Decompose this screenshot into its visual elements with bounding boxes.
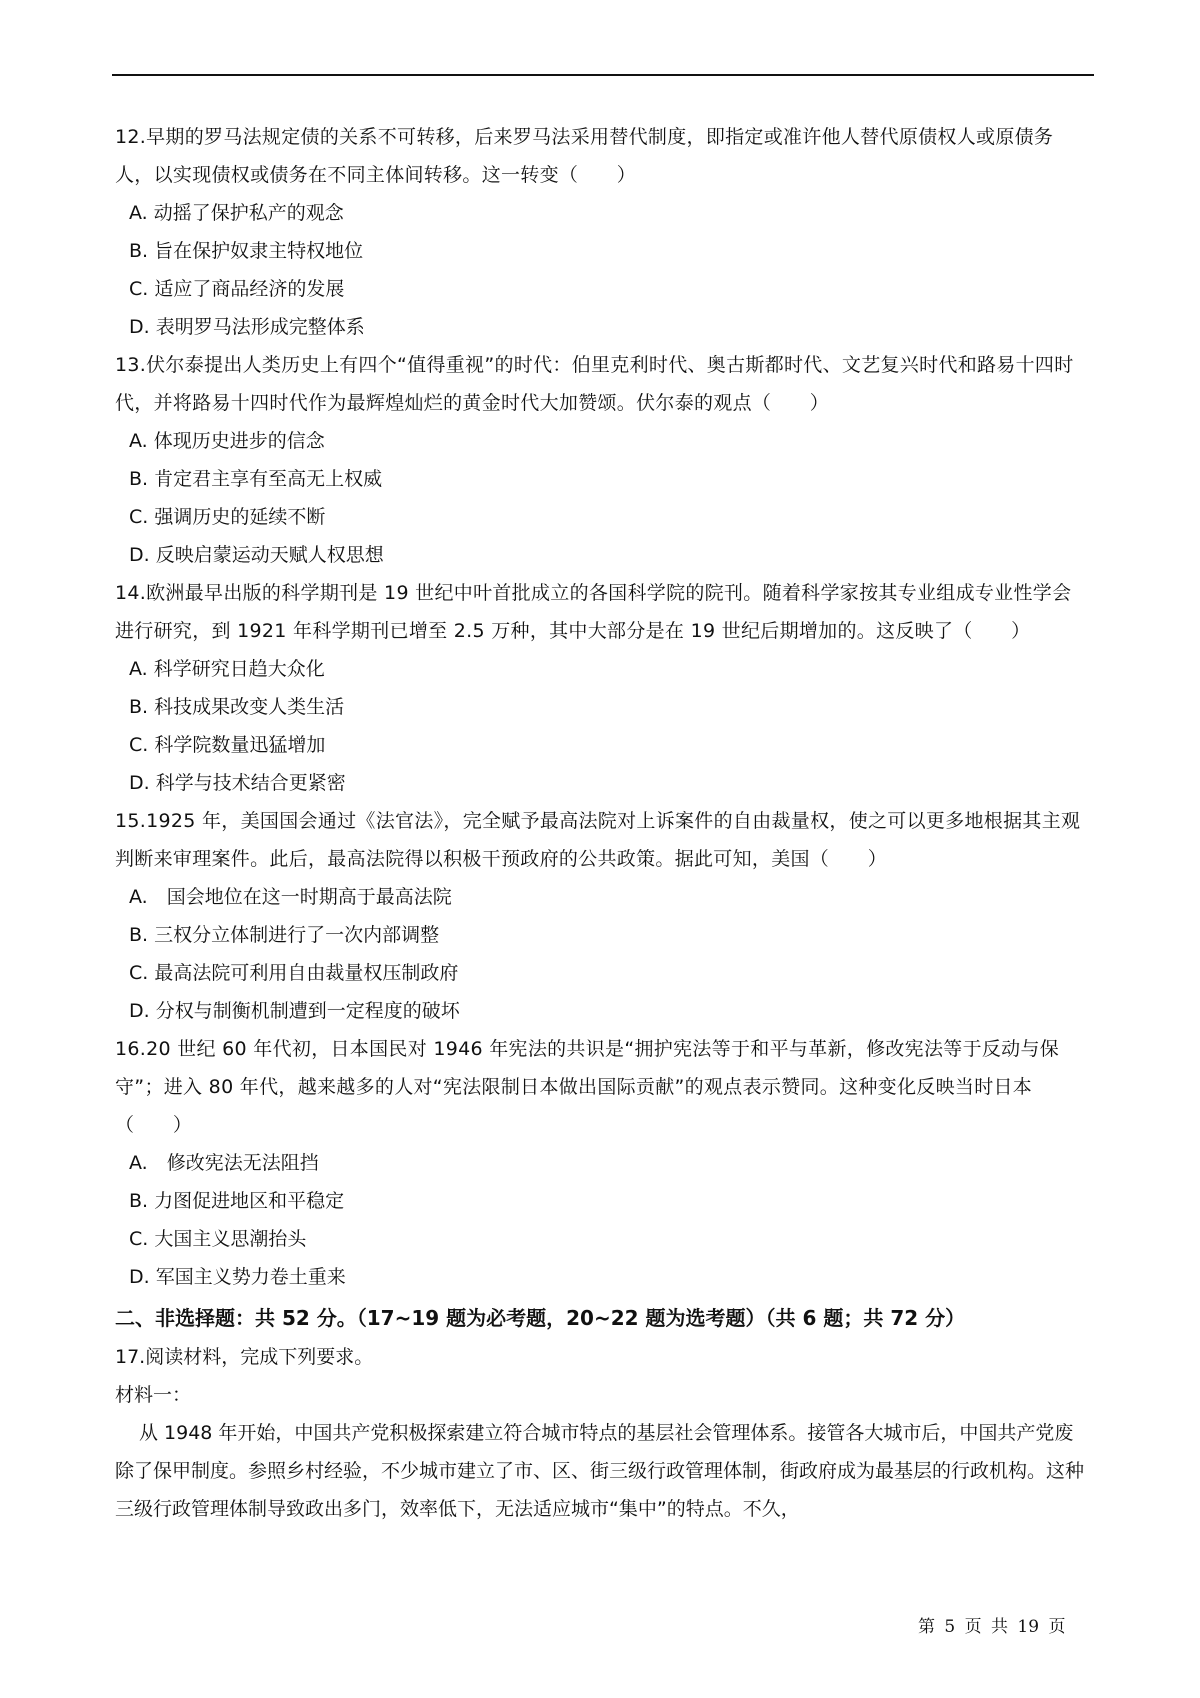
option-b: B. 科技成果改变人类生活 <box>129 696 345 718</box>
question-16 <box>115 1030 1090 1296</box>
question-17 <box>115 1338 1090 1528</box>
question-stem: 14.欧洲最早出版的科学期刊是 19 世纪中叶首批成立的各国科学院的院刊。随着科学家按其专业组成专业性学会进行研究，到 1921 年科学期刊已增至 2.5 万种，其中大部分是在 19 世纪后期增加的。这反映了（ ） <box>115 582 1072 642</box>
page-content <box>115 118 1090 1528</box>
option-b: B. 肯定君主享有至高无上权威 <box>129 468 383 490</box>
option-b: B. 三权分立体制进行了一次内部调整 <box>129 924 440 946</box>
question-stem: 16.20 世纪 60 年代初，日本国民对 1946 年宪法的共识是“拥护宪法等于和平与革新，修改宪法等于反动与保守”；进入 80 年代，越来越多的人对“宪法限制日本做出国际贡献”的观点表示赞同。这种变化反映当时日本（ ） <box>115 1038 1060 1136</box>
option-a: A. 修改宪法无法阻挡 <box>129 1152 319 1174</box>
option-b: B. 力图促进地区和平稳定 <box>129 1190 345 1212</box>
question-stem: 13.伏尔泰提出人类历史上有四个“值得重视”的时代：伯里克利时代、奥古斯都时代、文艺复兴时代和路易十四时代，并将路易十四时代作为最辉煌灿烂的黄金时代大加赞颂。伏尔泰的观点（ ） <box>115 354 1074 414</box>
option-b: B. 旨在保护奴隶主特权地位 <box>129 240 364 262</box>
option-a: A. 国会地位在这一时期高于最高法院 <box>129 886 452 908</box>
option-d: D. 分权与制衡机制遭到一定程度的破坏 <box>129 1000 460 1022</box>
question-12 <box>115 118 1090 346</box>
option-a: A. 体现历史进步的信念 <box>129 430 325 452</box>
option-a: A. 动摇了保护私产的观念 <box>129 202 344 224</box>
option-a: A. 科学研究日趋大众化 <box>129 658 325 680</box>
material-label: 材料一： <box>115 1384 192 1406</box>
option-d: D. 表明罗马法形成完整体系 <box>129 316 365 338</box>
question-13 <box>115 346 1090 574</box>
question-15 <box>115 802 1090 1030</box>
option-d: D. 科学与技术结合更紧密 <box>129 772 346 794</box>
option-c: C. 强调历史的延续不断 <box>129 506 326 528</box>
header-rule <box>112 74 1094 76</box>
option-d: D. 反映启蒙运动天赋人权思想 <box>129 544 384 566</box>
option-d: D. 军国主义势力卷土重来 <box>129 1266 346 1288</box>
question-stem: 12.早期的罗马法规定债的关系不可转移，后来罗马法采用替代制度，即指定或准许他人替代原债权人或原债务人，以实现债权或债务在不同主体间转移。这一转变（ ） <box>115 126 1054 186</box>
question-14 <box>115 574 1090 802</box>
option-c: C. 适应了商品经济的发展 <box>129 278 345 300</box>
question-stem: 15.1925 年，美国国会通过《法官法》，完全赋予最高法院对上诉案件的自由裁量权，使之可以更多地根据其主观判断来审理案件。此后，最高法院得以积极干预政府的公共政策。据此可知，美国（ ） <box>115 810 1081 870</box>
question-stem: 17.阅读材料，完成下列要求。 <box>115 1346 374 1368</box>
page-number: 第 5 页 共 19 页 <box>918 1617 1066 1637</box>
section-heading: 二、非选择题：共 52 分。（17~19 题为必考题，20~22 题为选考题）（共 6 题；共 72 分） <box>115 1306 966 1330</box>
option-c: C. 最高法院可利用自由裁量权压制政府 <box>129 962 459 984</box>
option-c: C. 科学院数量迅猛增加 <box>129 734 326 756</box>
option-c: C. 大国主义思潮抬头 <box>129 1228 307 1250</box>
material-paragraph: 从 1948 年开始，中国共产党积极探索建立符合城市特点的基层社会管理体系。接管各大城市后，中国共产党废除了保甲制度。参照乡村经验，不少城市建立了市、区、街三级行政管理体制，街政府成为最基层的行政机构。这种三级行政管理体制导致政出多门，效率低下，无法适应城市“集中”的特点。不久， <box>115 1422 1085 1520</box>
